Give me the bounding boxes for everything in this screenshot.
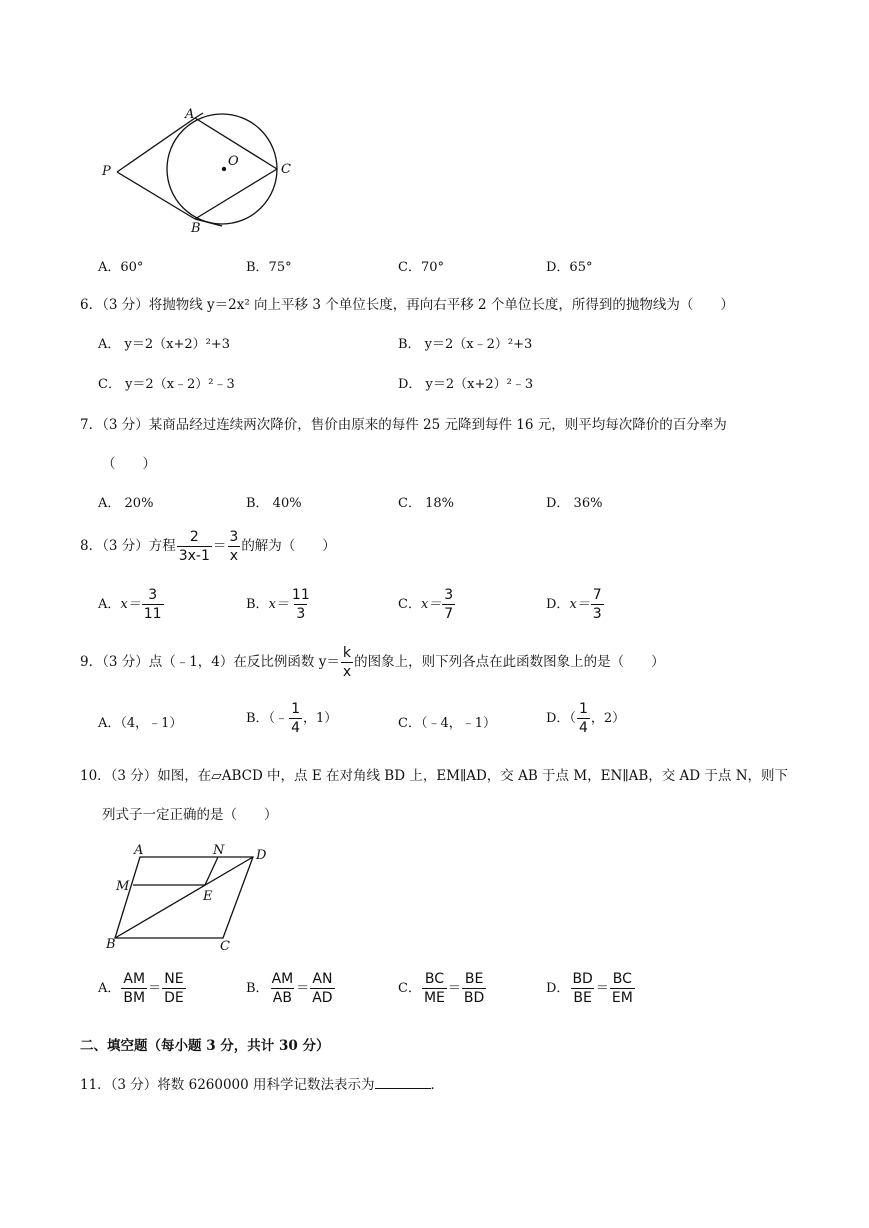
section-title-fill-in: 二、填空题（每小题 3 分，共计 30 分）: [80, 1038, 330, 1054]
q7-stem: 7．（3 分）某商品经过连续两次降价，售价由原来的每件 25 元降到每件 16 元，则平均每次降价的百分率为: [80, 417, 727, 433]
q10-stem-cont: 列式子一定正确的是（ ）: [102, 807, 278, 823]
q6-option-a: A． y＝2（x+2）²+3: [98, 337, 231, 352]
q10-option-a-d1: BM: [123, 990, 146, 1006]
q6-stem: 6．（3 分）将抛物线 y＝2x² 向上平移 3 个单位长度，再向右平移 2 个单位长度，所得到的抛物线为（ ）: [80, 297, 734, 313]
q8-option-b-num: 11: [291, 587, 310, 603]
q9-suffix: 的图象上，则下列各点在此函数图象上的是（ ）: [354, 654, 665, 670]
q10-option-c-n1: BC: [424, 971, 444, 987]
q8-option-b-den: 3: [296, 606, 306, 622]
q8-prefix: 8．（3 分）方程: [80, 538, 176, 554]
q8-lhs-fraction: [177, 530, 212, 563]
q10-option-d: D． $\frac{BD}{BE}$ ＝ $\frac{BC}{EM}$: [546, 971, 633, 1006]
q11-end: ．: [430, 1077, 445, 1093]
parallelogram-figure: [106, 840, 280, 955]
q9-option-d-pre: D．（: [546, 711, 576, 726]
q8-option-d-var: x＝: [569, 597, 590, 612]
q9-option-c: C．（﹣4，﹣1）: [398, 716, 496, 731]
q5-option-c: C．70°: [398, 260, 444, 275]
q8-option-b-label: B．: [246, 597, 269, 612]
q10-option-d-frac2: [610, 972, 635, 1005]
q7-stem-cont: （ ）: [102, 456, 156, 472]
q10-option-d-d1: BE: [573, 990, 592, 1006]
q8-eq: ＝: [212, 538, 227, 554]
q9-k-den: x: [342, 664, 352, 680]
q8-option-b-fraction: [290, 588, 312, 621]
q8-option-a-fraction: [142, 588, 164, 621]
q9-option-d-num: 1: [578, 701, 588, 717]
q8-option-a: [98, 588, 165, 621]
q10-option-b-n1: AM: [271, 971, 294, 987]
q9-option-b-post: ，1）: [302, 711, 338, 726]
q8-option-a-den: 11: [143, 606, 162, 622]
q6-option-b: B． y＝2（x﹣2）²+3: [398, 337, 533, 352]
q9-option-d-fraction: [577, 702, 590, 735]
q9-k-num: k: [342, 645, 352, 661]
q10-option-b-d1: AB: [272, 990, 292, 1006]
q8-option-a-num: 3: [148, 587, 158, 603]
q7-option-d: D． 36%: [546, 496, 603, 511]
segment-bc: [195, 169, 277, 219]
q10-option-a-frac2: [162, 972, 186, 1005]
q8-rhs-den: x: [229, 548, 238, 564]
q10-option-c-frac2: [462, 972, 486, 1005]
q10-option-c-label: C．: [398, 981, 421, 996]
q8-lhs-den: 3x-1: [178, 548, 210, 564]
q10-option-c: C． $\frac{BC}{ME}$ ＝ $\frac{BE}{BD}$: [398, 971, 485, 1006]
q10-option-d-d2: EM: [611, 990, 633, 1006]
q8-option-b: [246, 588, 313, 621]
label-c: C: [281, 162, 291, 177]
q9-stem: [80, 646, 665, 679]
label-o: O: [228, 154, 239, 169]
label-b: B: [191, 221, 201, 236]
q8-option-c-var: x＝: [420, 597, 442, 612]
tangent-pa: [117, 118, 195, 172]
q9-option-a: A．（4，﹣1）: [98, 716, 183, 731]
q10-option-c-d1: ME: [423, 990, 445, 1006]
q10-option-a-frac1: [121, 972, 147, 1005]
q10-option-d-n1: BD: [572, 971, 593, 987]
q10-option-c-n2: BE: [464, 971, 484, 987]
q8-rhs-fraction: [227, 530, 240, 563]
q8-rhs-num: 3: [229, 529, 239, 545]
q8-stem: [80, 530, 336, 563]
fig10-label-a: A: [134, 843, 144, 858]
q8-lhs-num: 2: [189, 529, 199, 545]
q10-option-b-frac1: [270, 972, 296, 1005]
q8-option-c: [398, 588, 456, 621]
fig10-label-b: B: [106, 937, 116, 952]
q8-option-c-den: 7: [444, 606, 454, 622]
fig10-label-m: M: [116, 879, 130, 894]
q5-option-d: D．65°: [546, 260, 593, 275]
q10-option-b-label: B．: [246, 981, 269, 996]
q10-option-a-n2: NE: [164, 971, 184, 987]
q10-option-c-frac1: [422, 972, 447, 1005]
q8-option-a-var: x＝: [120, 597, 141, 612]
q8-option-c-fraction: [442, 588, 455, 621]
q8-option-a-label: A．: [98, 597, 121, 612]
q10-option-a-n1: AM: [123, 971, 146, 987]
q9-option-b-fraction: [289, 702, 302, 735]
q11-stem: [80, 1073, 444, 1093]
q6-option-d: D． y＝2（x+2）²﹣3: [398, 377, 534, 392]
q9-k-fraction: [341, 646, 353, 679]
q7-option-c: C． 18%: [398, 496, 454, 511]
q10-option-b-frac2: [310, 972, 334, 1005]
q8-option-d-den: 3: [592, 606, 602, 622]
q11-answer-blank: [375, 1076, 431, 1089]
q9-option-b-den: 4: [291, 720, 300, 736]
q8-option-b-var: x＝: [268, 597, 289, 612]
q8-option-d-num: 7: [592, 587, 602, 603]
q8-option-c-num: 3: [444, 587, 454, 603]
q10-stem: 10．（3 分）如图，在▱ABCD 中，点 E 在对角线 BD 上，EM∥AD，交 AB 于点 M，EN∥AB，交 AD 于点 N，则下: [80, 768, 789, 784]
fig10-label-n: N: [213, 843, 225, 858]
q9-option-b-pre: B．（﹣: [246, 711, 289, 726]
q9-prefix: 9．（3 分）点（﹣1，4）在反比例函数 y＝: [80, 654, 340, 670]
fig10-label-c: C: [220, 939, 230, 954]
q9-option-b-num: 1: [291, 701, 300, 717]
q9-option-d-post: ，2）: [590, 711, 626, 726]
fig10-label-d: D: [256, 848, 267, 863]
q10-option-d-n2: BC: [612, 971, 632, 987]
center-dot: [222, 167, 226, 171]
q10-option-c-d2: BD: [463, 990, 485, 1006]
q8-option-d-fraction: [591, 588, 604, 621]
q8-option-d-label: D．: [546, 597, 570, 612]
q8-option-d: [546, 588, 605, 621]
q9-option-b: [246, 702, 337, 735]
q8-option-c-label: C．: [398, 597, 421, 612]
label-a: A: [185, 107, 195, 122]
q6-option-c: C． y＝2（x﹣2）²﹣3: [98, 377, 235, 392]
q11-text: 11．（3 分）将数 6260000 用科学记数法表示为: [80, 1077, 375, 1093]
q9-option-d: [546, 702, 625, 735]
q10-option-b-n2: AN: [312, 971, 333, 987]
q8-suffix: 的解为（ ）: [241, 538, 336, 554]
q10-option-d-label: D．: [546, 981, 570, 996]
fig10-label-e: E: [203, 889, 213, 904]
q10-option-b-d2: AD: [312, 990, 333, 1006]
q10-option-a-label: A．: [98, 981, 121, 996]
q10-option-a-d2: DE: [164, 990, 184, 1006]
q10-option-a: A． $\frac{AM}{BM}$ ＝ $\frac{NE}{DE}$: [98, 971, 184, 1006]
q7-option-a: A． 20%: [98, 496, 154, 511]
q7-option-b: B． 40%: [246, 496, 302, 511]
q10-option-b: B． $\frac{AM}{AB}$ ＝ $\frac{AN}{AD}$: [246, 971, 333, 1006]
circle-tangent-figure: [95, 105, 315, 240]
tangent-pb: [117, 172, 195, 219]
q10-option-d-frac1: [570, 972, 594, 1005]
label-p: P: [102, 164, 111, 179]
q9-option-d-den: 4: [578, 720, 588, 736]
q5-option-a: A．60°: [98, 260, 144, 275]
q5-option-b: B．75°: [246, 260, 292, 275]
